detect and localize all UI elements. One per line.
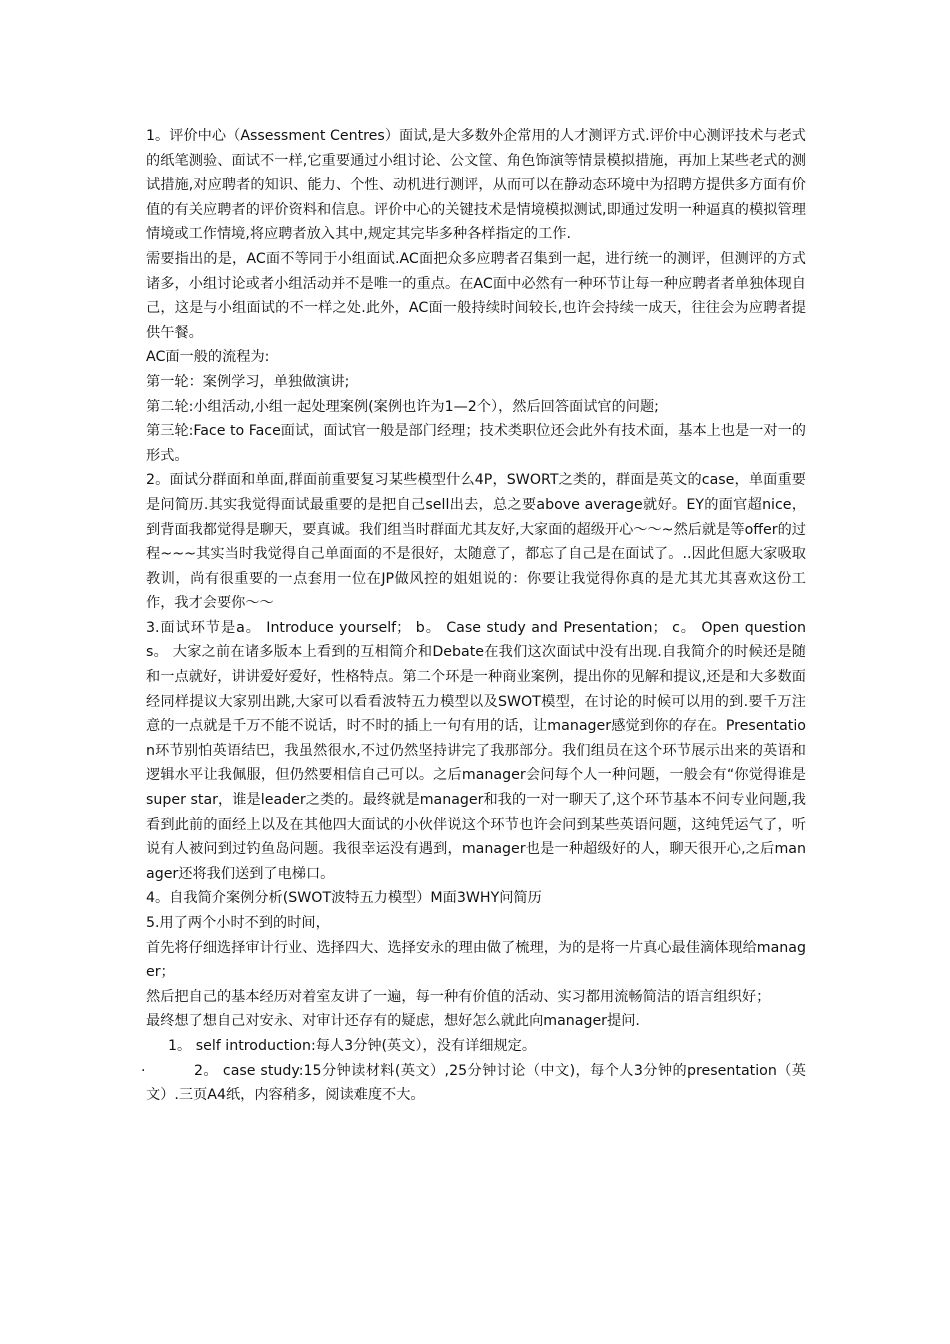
paragraph-two-hours: 5.用了两个小时不到的时间， [146, 915, 330, 931]
paragraph-group-single-interview: 2。面试分群面和单面,群面前重要复习某些模型什么4P，SWORT之类的，群面是英文的case，单面重要是问简历.其实我觉得面试最重要的是把自己sell出去，总之要above average就好。EY的面官超nice，到背面我都觉得是聊天，要真诚。我们组当时群面尤其友好,大家面的超级开心～～~然后就是等offer的过程~~~其实当时我觉得自己单面面的不是很好，太随意了，都忘了自己是在面试了。..因此但愿大家吸取教训，尚有很重要的一点套用一位在JP做风控的姐姐说的：你要让我觉得你真的是尤其尤其喜欢这份工作，我才会要你～～ [146, 472, 806, 612]
paragraph-ac-vs-group: 需要指出的是，AC面不等同于小组面试.AC面把众多应聘者召集到一起，进行统一的测评，但测评的方式诸多，小组讨论或者小组活动并不是唯一的重点。在AC面中必然有一种环节让每一种应聘者者单独体现自己，这是与小组面试的不一样之处.此外，AC面一般持续时间较长,也许会持续一成天，往往会为应聘者提供午餐。 [146, 250, 806, 341]
paragraph-final-step: 最终想了想自己对安永、对审计还存有的疑虑，想好怎么就此向manager提问. [146, 1013, 640, 1030]
paragraph-assessment-centre: 1。评价中心（Assessment Centres）面试,是大多数外企常用的人才测评方式.评价中心测评技术与老式的纸笔测验、面试不一样,它重要通过小组讨论、公文筐、角色饰演等情景模拟措施，再加上某些老式的测试措施,对应聘者的知识、能力、个性、动机进行测评，从而可以在静动态环境中为招聘方提供多方面有价值的有关应聘者的评价资料和信息。评价中心的关键技术是情境模拟测试,即通过发明一种逼真的模拟管理情境或工作情境,将应聘者放入其中,规定其完毕多种各样指定的工作. [146, 128, 806, 243]
paragraph-interview-stages: 3.面试环节是a。 Introduce yourself； b。 Case study and Presentation； c。 Open questions。 大家之前在诸多版本上看到的互相简介和Debate在我们这次面试中没有出现.自我简介的时候还是随和一点就好，讲讲爱好爱好，性格特点。第二个环是一种商业案例，提出你的见解和提议,还是和大多数面经同样提议大家别出跳,大家可以看看波特五力模型以及SWOT模型，在讨论的时候可以用的到.要千万注意的一点就是千万不能不说话，时不时的插上一句有用的话，让manager感觉到你的存在。Presentation环节别怕英语结巴，我虽然很水,不过仍然坚持讲完了我那部分。我们组员在这个环节展示出来的英语和逻辑水平让我佩服，但仍然要相信自己可以。之后manager会问每个人一种问题，一般会有“你觉得谁是super star，谁是leader之类的。最终就是manager和我的一对一聊天了,这个环节基本不问专业问题,我看到此前的面经上以及在其他四大面试的小伙伴说这个环节也许会问到某些英语问题，这纯凭运气了，听说有人被问到过钓鱼岛问题。我很幸运没有遇到，manager也是一种超级好的人，聊天很开心,之后manager还将我们送到了电梯口。 [146, 619, 806, 882]
bullet-dot-icon: · [141, 1062, 146, 1079]
paragraph-round-two: 第二轮:小组活动,小组一起处理案例(案例也许为1—2个），然后回答面试官的问题; [146, 398, 659, 415]
list-item-case-study [141, 1059, 806, 1108]
paragraph-round-three: 第三轮:Face to Face面试，面试官一般是部门经理；技术类职位还会此外有技术面，基本上也是一对一的形式。 [146, 423, 806, 464]
list-item-case-study-text: 2。 case study:15分钟读材料(英文）,25分钟讨论（中文)，每个人3分钟的presentation（英文）.三页A4纸，内容稍多，阅读难度不大。 [146, 1062, 806, 1104]
paragraph-ac-process-heading: AC面一般的流程为: [146, 349, 270, 366]
document-body [141, 124, 806, 1108]
paragraph-round-one: 第一轮：案例学习，单独做演讲; [146, 373, 350, 390]
paragraph-first-step: 首先将仔细选择审计行业、选择四大、选择安永的理由做了梳理，为的是将一片真心最佳滴体现给manager； [146, 939, 806, 981]
paragraph-self-intro-case: 4。自我简介案例分析(SWOT波特五力模型）M面3WHY问简历 [146, 890, 542, 907]
list-item-self-introduction: 1。 self introduction:每人3分钟(英文），没有详细规定。 [168, 1037, 537, 1054]
paragraph-second-step: 然后把自己的基本经历对着室友讲了一遍，每一种有价值的活动、实习都用流畅简洁的语言组织好； [146, 988, 771, 1005]
